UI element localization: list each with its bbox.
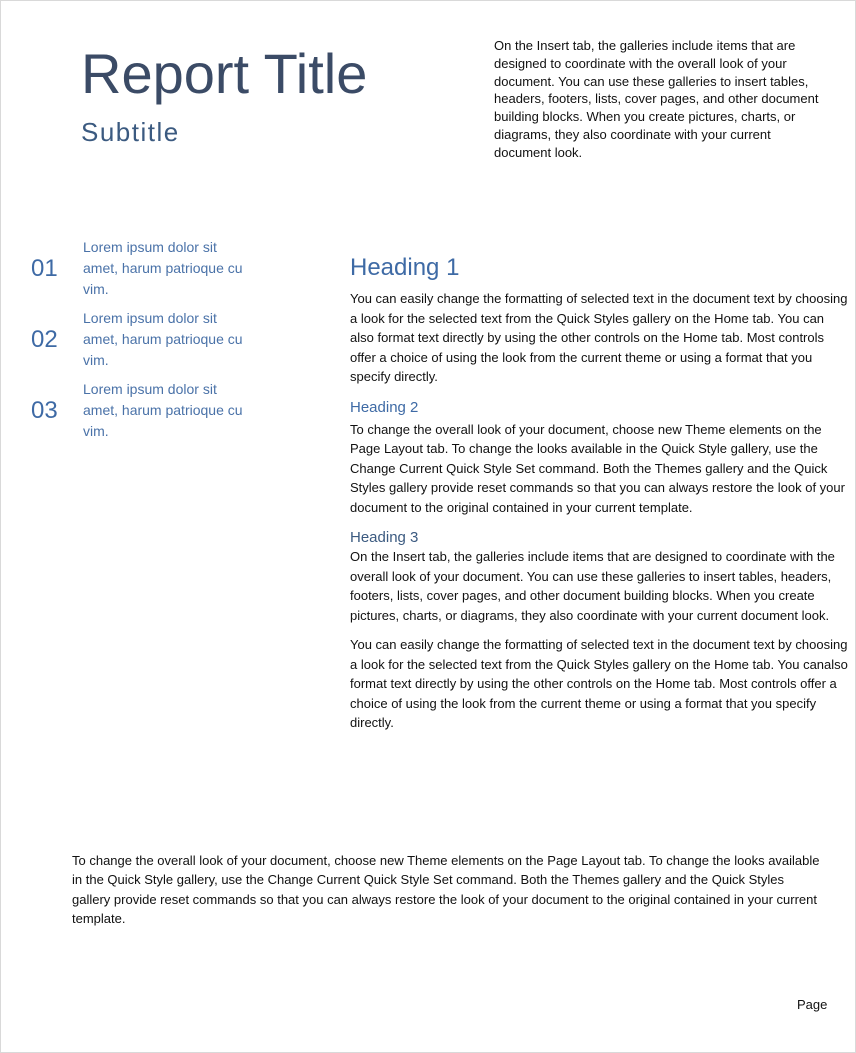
bottom-paragraph: To change the overall look of your document, choose new Theme elements on the Page Layout tab. To change the looks available in the Quick Style gallery, use the Change Current Quick Style Set command. Both the Themes gallery and the Quick Styles gallery provide reset commands so that you can always restore the look of your document to the original contained in your current template.: [72, 853, 820, 926]
page-number-label: Page: [797, 997, 828, 1012]
body-paragraph: To change the overall look of your document, choose new Theme elements on the Page Layout tab. To change the looks available in the Quick Style gallery, use the Change Current Quick Style Set command. Both the Themes gallery and the Quick Styles gallery provide reset commands so that you can always restore the look of your document to the original contained in your current template.: [350, 421, 845, 515]
toc-number: 02: [31, 326, 58, 353]
body-paragraph: On the Insert tab, the galleries include items that are designed to coordinate with the overall look of your document. You can use these galleries to insert tables, headers, footers, lists, cover pages, and other document building blocks. When you create pictures, charts, or diagrams, they also coordinate with your current document look.: [350, 549, 835, 623]
intro-paragraph: On the Insert tab, the galleries include items that are designed to coordinate with the overall look of your document. You can use these galleries to insert tables, headers, footers, lists, cover pages, and other document building blocks. When you create pictures, charts, or diagrams, they also coordinate with your current document look.: [494, 38, 819, 160]
body-paragraph: You can easily change the formatting of selected text in the document text by choosing a look for the selected text from the Quick Styles gallery on the Home tab. You can also format text directly by using the other controls on the Home tab. Most controls offer a choice of using the look from the current theme or using a format that you specify directly.: [350, 291, 848, 384]
heading-1: Heading 1: [350, 254, 460, 281]
toc-number: 03: [31, 397, 58, 424]
toc-text: Lorem ipsum dolor sit amet, harum patrioque cu vim.: [83, 239, 243, 297]
toc-item: [31, 379, 261, 450]
report-subtitle: Subtitle: [81, 117, 180, 147]
heading-3: Heading 3: [350, 529, 419, 546]
toc-text: Lorem ipsum dolor sit amet, harum patrioque cu vim.: [83, 310, 243, 368]
body-paragraph: You can easily change the formatting of selected text in the document text by choosing a look for the selected text from the Quick Styles gallery on the Home tab. You canalso format text directly by using the other controls on the Home tab. Most controls offer a choice of using the look from the current theme or using a format that you specify directly.: [350, 637, 848, 730]
toc-text: Lorem ipsum dolor sit amet, harum patrioque cu vim.: [83, 381, 243, 439]
heading-2: Heading 2: [350, 398, 419, 416]
toc-item: [31, 237, 261, 308]
toc-list: [31, 237, 261, 450]
toc-number: 01: [31, 255, 58, 282]
toc-item: [31, 308, 261, 379]
main-content: [350, 253, 848, 733]
report-title: Report Title: [81, 42, 368, 105]
